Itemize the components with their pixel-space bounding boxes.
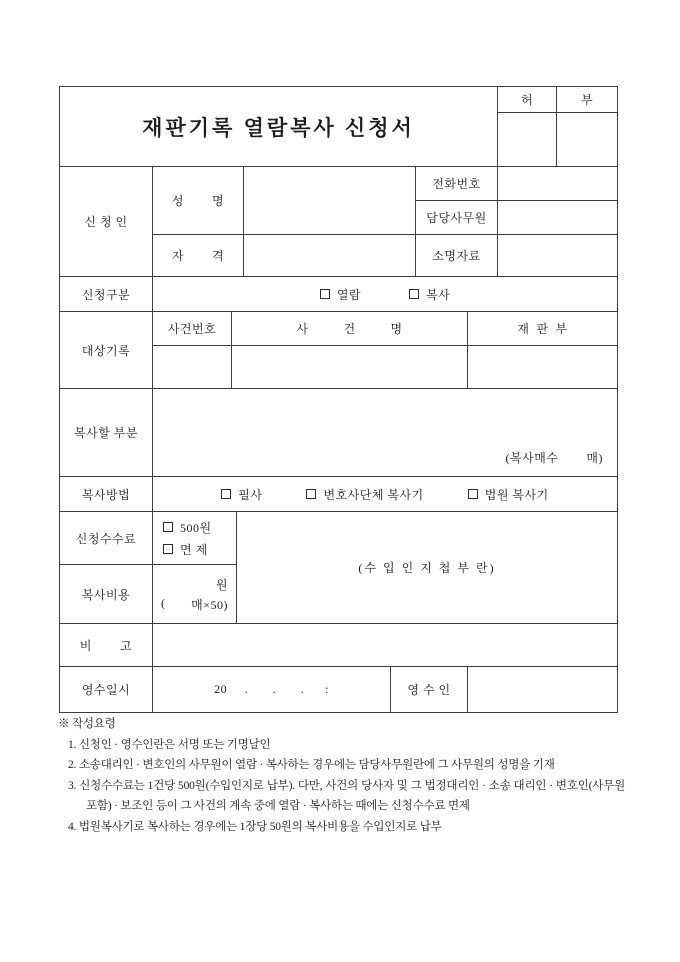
reading-label: 열람 <box>336 287 361 302</box>
receiver-label: 영 수 인 <box>391 667 468 712</box>
copy-method-row <box>60 477 617 512</box>
fee-exempt-label: 면 제 <box>180 542 208 557</box>
copy-cost-label: 복사비용 <box>60 565 153 624</box>
instruction-item-1: 1. 신청인 · 영수인란은 서명 또는 기명날인 <box>68 738 271 751</box>
target-record-label: 대상기록 <box>60 312 153 389</box>
clerk-input[interactable] <box>498 201 617 235</box>
applicant-label: 신 청 인 <box>60 167 153 277</box>
court-copier-label: 법원 복사기 <box>484 487 549 502</box>
receipt-date-label: 영수일시 <box>60 667 153 712</box>
transcription-checkbox[interactable] <box>221 489 231 499</box>
copy-cost-input[interactable] <box>153 565 237 624</box>
remarks-input[interactable] <box>153 624 617 667</box>
approval-deny-cell[interactable] <box>557 113 617 167</box>
case-no-input[interactable] <box>153 346 232 389</box>
revenue-stamp-area: (수 입 인 지 첩 부 란) <box>237 512 617 624</box>
fee-500-checkbox[interactable] <box>163 522 173 532</box>
applicant-name-label: 성 명 <box>153 167 244 235</box>
instruction-item-2: 2. 소송대리인 · 변호인의 사무원이 열람 · 복사하는 경우에는 담당사무원란에 그 사무원의 성명을 기재 <box>68 759 555 771</box>
copy-cost-multiplier: 매×50) <box>191 597 228 612</box>
applicant-name-input[interactable] <box>244 167 416 235</box>
fee-exempt-checkbox[interactable] <box>163 544 173 554</box>
copy-cost-won: 원 <box>215 577 228 592</box>
reading-checkbox[interactable] <box>320 289 330 299</box>
apply-type-row <box>60 277 617 312</box>
approval-permit-cell[interactable] <box>498 113 557 167</box>
copy-method-options <box>153 477 617 512</box>
fee-section <box>60 512 617 624</box>
receipt-row <box>60 667 617 712</box>
copy-method-label: 복사방법 <box>60 477 153 512</box>
clerk-label: 담당사무원 <box>416 201 498 235</box>
copy-part-row <box>60 389 617 477</box>
copying-label: 복사 <box>426 287 451 302</box>
fee-label: 신청수수료 <box>60 512 153 565</box>
option-reading <box>320 286 361 303</box>
title-row <box>60 87 617 167</box>
copy-count-note: (복사매수 매) <box>505 451 603 465</box>
evidence-label: 소명자료 <box>416 235 498 277</box>
option-court-copier <box>468 486 549 503</box>
bar-copier-label: 변호사단체 복사기 <box>323 487 424 502</box>
apply-type-options <box>153 277 617 312</box>
copy-cost-formula <box>161 596 228 613</box>
approval-permit-label: 허 <box>498 87 557 113</box>
copy-cost-paren: ( <box>161 595 166 610</box>
instruction-item-3: 3. 신청수수료는 1건당 500원(수입인지로 납부). 다만, 사건의 당사자 및 그 법정대리인 · 소송 대리인 · 변호인(사무원 포함) · 보조인 등이 그 사건의 계속 중에 열람 · 복사하는 때에는 신청수수료 면제 <box>68 779 625 812</box>
approval-box <box>498 87 617 167</box>
receiver-input[interactable] <box>468 667 617 712</box>
receipt-date-input[interactable]: 20 . . . : <box>153 667 391 712</box>
instructions <box>58 714 625 837</box>
approval-deny-label: 부 <box>557 87 617 113</box>
copy-part-input[interactable] <box>153 389 617 477</box>
qualification-label: 자 격 <box>153 235 244 277</box>
option-transcription <box>221 486 262 503</box>
instructions-heading: ※ 작성요령 <box>58 718 116 730</box>
target-record-section <box>60 312 617 389</box>
instruction-item-4: 4. 법원복사기로 복사하는 경우에는 1장당 50원의 복사비용을 수입인지로 납부 <box>68 820 442 833</box>
fee-500-label: 500원 <box>180 520 212 535</box>
remarks-label: 비 고 <box>60 624 153 667</box>
evidence-input[interactable] <box>498 235 617 277</box>
case-name-input[interactable] <box>232 346 468 389</box>
court-label: 재 판 부 <box>468 312 617 346</box>
application-form-table <box>59 86 618 713</box>
option-fee-500 <box>163 519 212 536</box>
copy-part-label: 복사할 부분 <box>60 389 153 477</box>
case-no-label: 사건번호 <box>153 312 232 346</box>
copying-checkbox[interactable] <box>409 289 419 299</box>
form-title: 재판기록 열람복사 신청서 <box>60 87 498 167</box>
bar-copier-checkbox[interactable] <box>306 489 316 499</box>
option-bar-copier <box>306 486 423 503</box>
applicant-section <box>60 167 617 277</box>
option-fee-exempt <box>163 541 208 558</box>
apply-type-label: 신청구분 <box>60 277 153 312</box>
qualification-input[interactable] <box>244 235 416 277</box>
transcription-label: 필사 <box>238 487 263 502</box>
fee-options <box>153 512 237 565</box>
remarks-row <box>60 624 617 667</box>
phone-input[interactable] <box>498 167 617 201</box>
court-input[interactable] <box>468 346 617 389</box>
option-copying <box>409 286 450 303</box>
phone-label: 전화번호 <box>416 167 498 201</box>
court-copier-checkbox[interactable] <box>468 489 478 499</box>
case-name-label: 사 건 명 <box>232 312 468 346</box>
